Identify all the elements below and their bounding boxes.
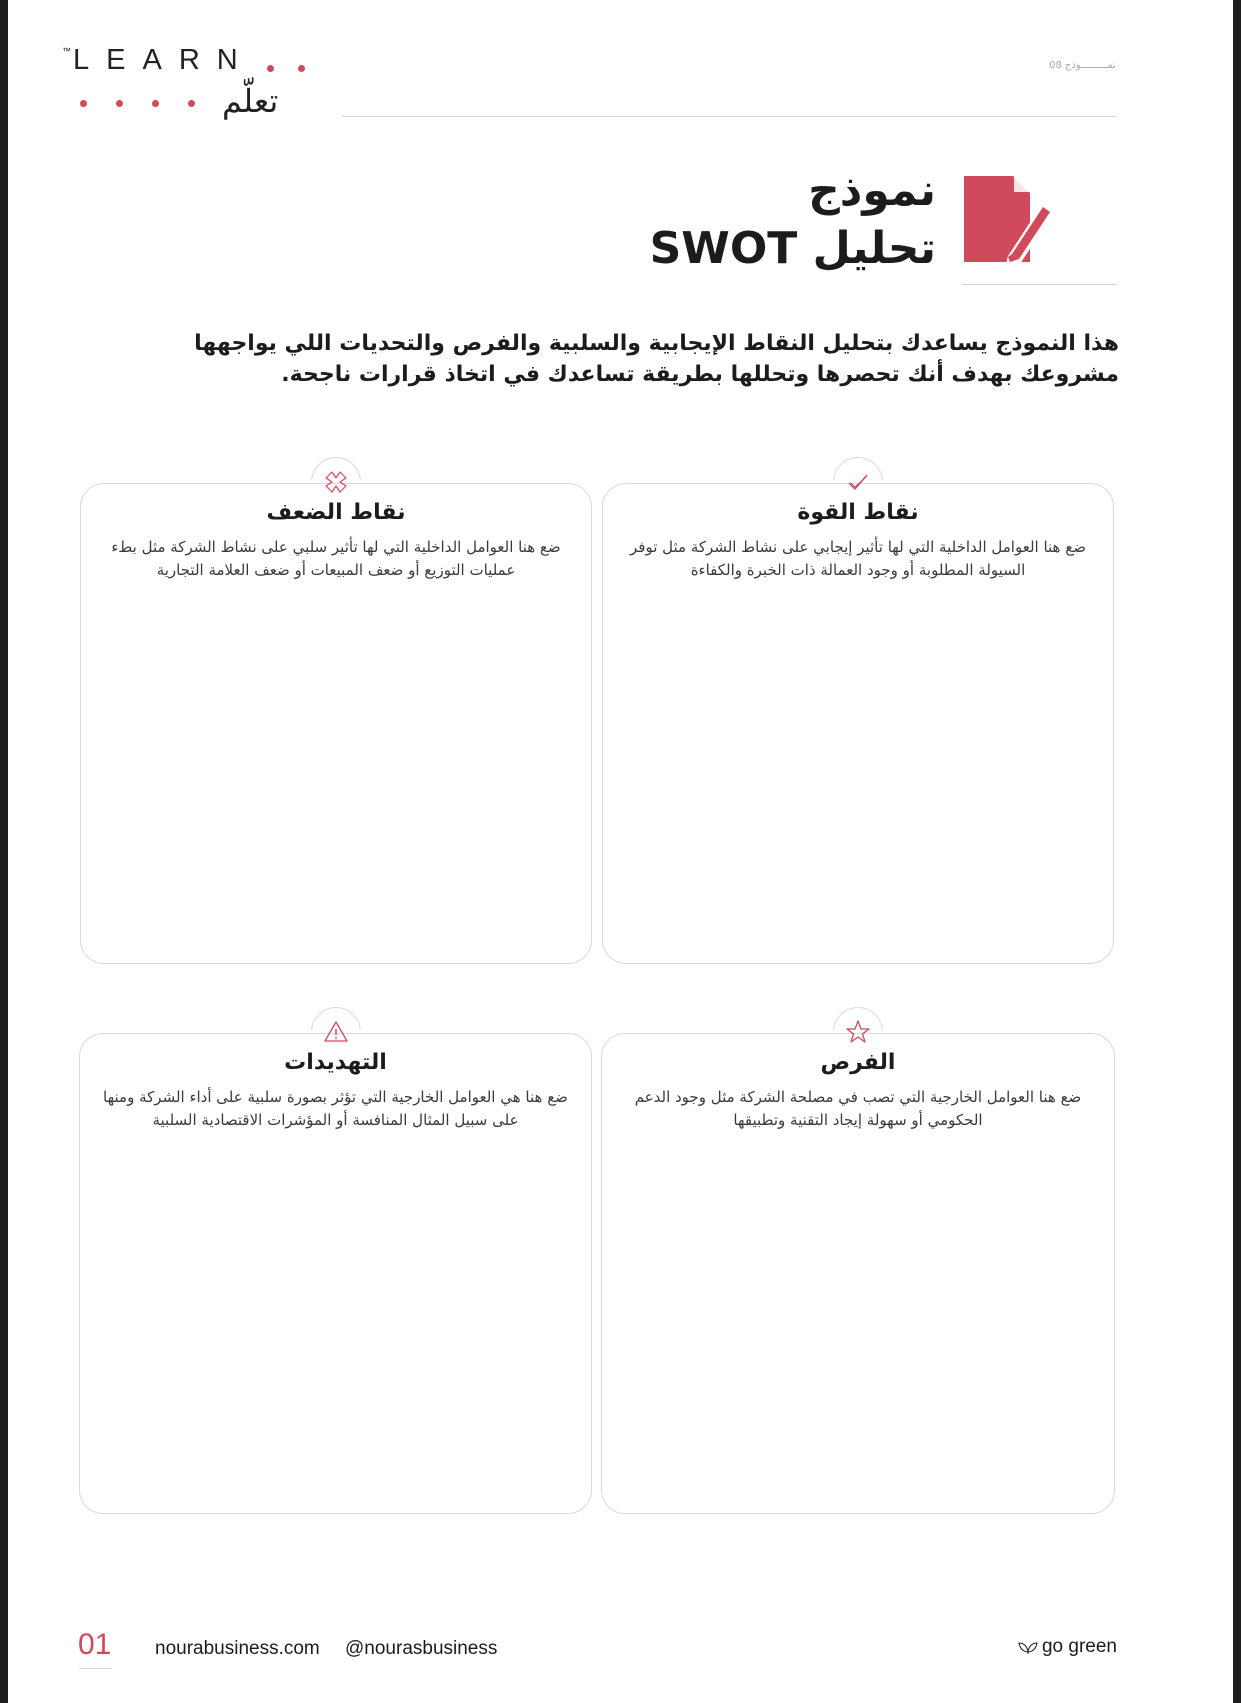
threats-title: التهديدات	[284, 1050, 387, 1075]
intro-paragraph: هذا النموذج يساعدك بتحليل النقاط الإيجابية والسلبية والفرص والتحديات اللي يواجهها مشروعك بهدف أنك تحصرها وتحللها بطريقة تساعدك في اتخاذ قرارات ناجحة.	[194, 331, 1119, 387]
leaf-icon	[1018, 1640, 1038, 1654]
title-line-2: تحليل SWOT	[649, 223, 936, 274]
page-edge-left	[0, 0, 8, 1703]
page-edge-right	[1233, 0, 1241, 1703]
go-green-text: go green	[1041, 1636, 1117, 1657]
star-icon	[845, 1019, 871, 1045]
header-divider	[342, 116, 1117, 117]
strengths-description: ضع هنا العوامل الداخلية التي لها تأثير إيجابي على نشاط الشركة مثل توفر السيولة المطلوبة أو وجود العمالة ذات الخبرة والكفاءة	[630, 538, 1086, 579]
logo-arabic: تعلّم	[222, 82, 279, 120]
social-handle[interactable]: @nourasbusiness	[345, 1638, 498, 1659]
logo-dot	[267, 65, 274, 72]
warning-icon	[323, 1019, 349, 1045]
page-title	[650, 162, 936, 278]
title-divider	[962, 284, 1117, 285]
logo-latin-text: LEARN	[73, 44, 255, 76]
logo-trademark: ™	[62, 46, 71, 56]
go-green-label	[1018, 1636, 1117, 1658]
strengths-box[interactable]	[602, 483, 1114, 964]
logo-latin	[62, 44, 255, 77]
website-link[interactable]: nourabusiness.com	[155, 1638, 320, 1659]
page-number: 01	[78, 1628, 112, 1661]
title-line-1: نموذج	[808, 165, 936, 216]
weaknesses-title: نقاط الضعف	[266, 500, 406, 525]
logo-dot	[298, 65, 305, 72]
checkmark-icon	[845, 469, 871, 495]
logo-dot	[116, 100, 123, 107]
x-mark-icon	[323, 469, 349, 495]
opportunities-description: ضع هنا العوامل الخارجية التي تصب في مصلحة الشركة مثل وجود الدعم الحكومي أو سهولة إيجاد التقنية وتطبيقها	[634, 1088, 1082, 1129]
template-number: نمـــــــــوذج 08	[1049, 60, 1116, 71]
opportunities-box[interactable]	[601, 1033, 1115, 1514]
page-number-underline	[79, 1668, 112, 1669]
weaknesses-description: ضع هنا العوامل الداخلية التي لها تأثير سلبي على نشاط الشركة مثل بطء عمليات التوزيع أو ضعف المبيعات أو ضعف العلامة التجارية	[111, 538, 561, 579]
weaknesses-box[interactable]	[80, 483, 592, 964]
opportunities-title: الفرص	[820, 1050, 896, 1075]
logo-dot	[188, 100, 195, 107]
strengths-title: نقاط القوة	[797, 500, 919, 525]
logo-dot	[152, 100, 159, 107]
logo-dot	[80, 100, 87, 107]
threats-description: ضع هنا هي العوامل الخارجية التي تؤثر بصورة سلبية على أداء الشركة ومنها على سبيل المثال المنافسة أو المؤشرات الاقتصادية السلبية	[103, 1088, 568, 1129]
learn-logo	[62, 44, 322, 124]
threats-box[interactable]	[79, 1033, 592, 1514]
document-pencil-icon	[962, 174, 1056, 264]
